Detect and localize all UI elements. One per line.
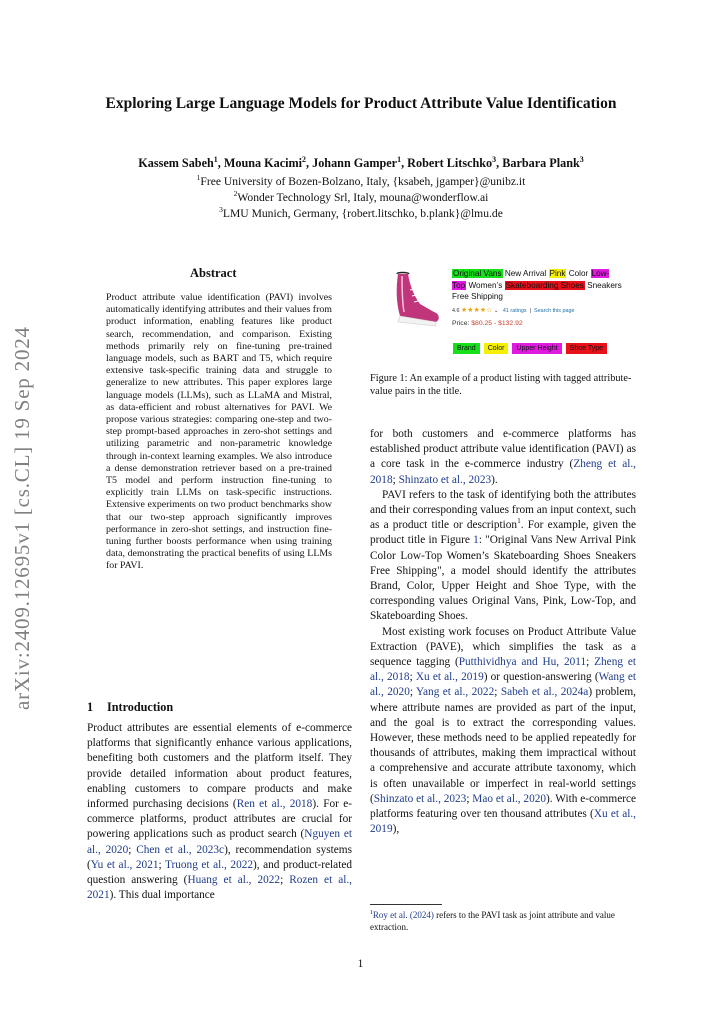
- citation-link[interactable]: Ren et al., 2018: [236, 798, 313, 811]
- rating-row: [452, 306, 574, 314]
- author-name: Johann Gamper$^1$: [312, 154, 402, 170]
- affiliation-1: $^1$Free University of Bozen-Bolzano, Italy, {ksabeh, jgamper}@unibz.it: [196, 173, 526, 188]
- title-text: New Arrival: [502, 269, 549, 278]
- footnote-marker[interactable]: 1: [517, 516, 521, 526]
- citation-link[interactable]: 1: [473, 534, 479, 547]
- citation-link[interactable]: Yu et al., 2021: [90, 858, 159, 871]
- affiliation-2: $^2$Wonder Technology Srl, Italy, mouna@wonderflow.ai: [233, 189, 489, 204]
- intro-paragraph-1: Product attributes are essential elements of e-commerce platforms that significantly enhance various applications, benefiting both customers and the platform itself. They provide detailed information about product features, enabling customers to compare products and make informed purchasing decisions (Ren et al., 2018). For e-commerce platforms, product attributes are crucial for powering applications such as product search (Nguyen et al., 2020; Chen et al., 2023c), recommendation systems (Yu et al., 2021; Truong et al., 2022), and product-related question answering (Huang et al., 2022; Rozen et al., 2021). This dual importance: [87, 722, 352, 902]
- author-name: Kassem Sabeh$^1$: [138, 154, 218, 170]
- intro-paragraph-4: Most existing work focuses on Product Attribute Value Extraction (PAVE), which simplifies the task as a sequence tagging (Putthividhya and Hu, 2011; Zheng et al., 2018; Xu et al., 2019) or question-answering (Wang et al., 2020; Yang et al., 2022; Sabeh et al., 2024a) problem, where attribute names are provided as part of the input, and the goal is to extract the corresponding values. However, these methods need to be applied repeatedly for thousands of attributes, making them impractical without a comprehensive and accurate attribute taxonomy, which is often unavailable or imperfect in real-world settings (Shinzato et al., 2023; Mao et al., 2020). With e-commerce platforms featuring over ten thousand attributes (Xu et al., 2019),: [370, 625, 637, 836]
- title-text: Sneakers Free Shipping: [452, 280, 622, 301]
- section-heading: 1 Introduction: [87, 700, 174, 714]
- star-rating-icon: ★★★★☆: [461, 307, 493, 314]
- tagged-value: Skateboarding Shoes: [505, 280, 584, 290]
- product-title: [452, 268, 622, 303]
- figure-caption: Figure 1: An example of a product listing with tagged attribute-value pairs in the title.: [370, 373, 632, 397]
- author-name: Barbara Plank$^3$: [502, 154, 584, 170]
- title-text: Women’s: [466, 280, 505, 290]
- citation-link[interactable]: Zheng et al., 2018: [370, 458, 636, 486]
- sneaker-image: [384, 266, 444, 330]
- citation-link[interactable]: Chen et al., 2023c: [136, 843, 225, 856]
- affiliation-3: $^3$LMU Munich, Germany, {robert.litschko, b.plank}@lmu.de: [219, 205, 503, 220]
- chevron-down-icon: ⌄: [493, 308, 499, 314]
- tagged-value: Pink: [549, 269, 566, 278]
- price-value: $80.25 - $132.92: [471, 320, 523, 327]
- separator: |: [529, 308, 532, 314]
- abstract-text: Product attribute value identification (PAVI) involves automatically identifying attributes and their values from product information, enabling features like product search, recommendation, and comparison. Existing methods primarily rely on fine-tuning pre-trained language models, such as BART and T5, which require extensive task-specific training data and struggle to generalize to new attributes. This paper explores large language models (LLMs), such as LLaMA and Mistral, as data-efficient and robust alternatives for PAVI. We propose various strategies: comparing one-step and two-step prompt-based approaches in zero-shot settings and utilizing parametric and non-parametric knowledge through in-context learning examples. We also introduce a dense demonstration retriever based on a pre-trained T5 model and perform instruction fine-tuning to explicitly train LLMs on task-specific instructions. Extensive experiments on two product benchmarks show that our two-step approach significantly improves performance in zero-shot settings, and instruction fine-tuning further boosts performance when using training data, demonstrating the practical benefits of using LLMs for PAVI.: [106, 292, 332, 572]
- page-number: 1: [357, 958, 364, 970]
- legend-tag: Brand: [453, 343, 480, 354]
- price-row: [452, 320, 523, 327]
- legend-tag: Color: [484, 343, 509, 354]
- paper-title: Exploring Large Language Models for Product Attribute Value Identification: [105, 95, 617, 112]
- citation-link[interactable]: Xu et al., 2019: [415, 671, 484, 684]
- citation-link[interactable]: Nguyen et al., 2020: [87, 828, 352, 856]
- price-label: Price:: [452, 320, 470, 327]
- title-text: Color: [566, 269, 591, 278]
- citation-link[interactable]: Shinzato et al., 2023: [373, 792, 467, 805]
- citation-link[interactable]: Shinzato et al., 2023: [398, 473, 492, 486]
- tagged-value: Low-Top: [452, 269, 610, 290]
- citation-link[interactable]: Putthividhya and Hu, 2011: [458, 656, 587, 669]
- attribute-legend: [453, 343, 607, 354]
- citation-link[interactable]: Truong et al., 2022: [164, 858, 254, 871]
- search-page-link[interactable]: Search this page: [534, 308, 575, 314]
- legend-tag: Shoe Type: [566, 343, 607, 354]
- arxiv-stamp: arXiv:2409.12695v1 [cs.CL] 19 Sep 2024: [10, 326, 34, 710]
- citation-link[interactable]: Zheng et al., 2018: [370, 656, 636, 684]
- footnote: $^1$Roy et al. (2024) refers to the PAVI task as joint attribute and value extraction.: [370, 910, 615, 932]
- citation-link[interactable]: Mao et al., 2020: [472, 792, 547, 805]
- intro-paragraph-3: PAVI refers to the task of identifying both the attributes and their corresponding values from an input context, such as a product title or description$^1$. For example, given the product title in Figure 1: "Original Vans New Arrival Pink Color Low-Top Women’s Skateboarding Shoes Sneakers Free Shipping", a model should identify the attributes Brand, Color, Upper Height and Shoe Type, with the corresponding values Original Vans, Pink, Low-Top, and Skateboarding Shoes.: [370, 488, 637, 623]
- citation-link[interactable]: Sabeh et al., 2024a: [500, 686, 589, 699]
- footnote-rule: [370, 904, 442, 905]
- author-name: Mouna Kacimi$^2$: [223, 154, 307, 170]
- citation-link[interactable]: Yang et al., 2022: [416, 686, 495, 699]
- figure-1: [380, 262, 625, 372]
- ratings-link[interactable]: 41 ratings: [502, 308, 527, 314]
- citation-link[interactable]: Huang et al., 2022: [187, 874, 281, 887]
- tagged-value: Original Vans: [453, 269, 502, 278]
- intro-right-column: [370, 427, 636, 837]
- author-list: Kassem Sabeh$^1$, Mouna Kacimi$^2$, Johann Gamper$^1$, Robert Litschko$^3$, Barbara Plank$^3$: [138, 154, 584, 170]
- author-name: Robert Litschko$^3$: [407, 154, 497, 170]
- rating-value: 4.6: [452, 308, 460, 314]
- intro-paragraph-2: for both customers and e-commerce platforms has established product attribute value identification (PAVI) as a core task in the e-commerce industry (Zheng et al., 2018; Shinzato et al., 2023).: [370, 428, 636, 486]
- intro-left-column: [87, 721, 352, 903]
- citation-link[interactable]: Xu et al., 2019: [370, 808, 636, 836]
- legend-tag: Upper Height: [512, 343, 561, 354]
- citation-link[interactable]: Wang et al., 2020: [370, 671, 636, 699]
- citation-link[interactable]: Rozen et al., 2021: [87, 874, 352, 902]
- abstract-heading: Abstract: [190, 266, 237, 280]
